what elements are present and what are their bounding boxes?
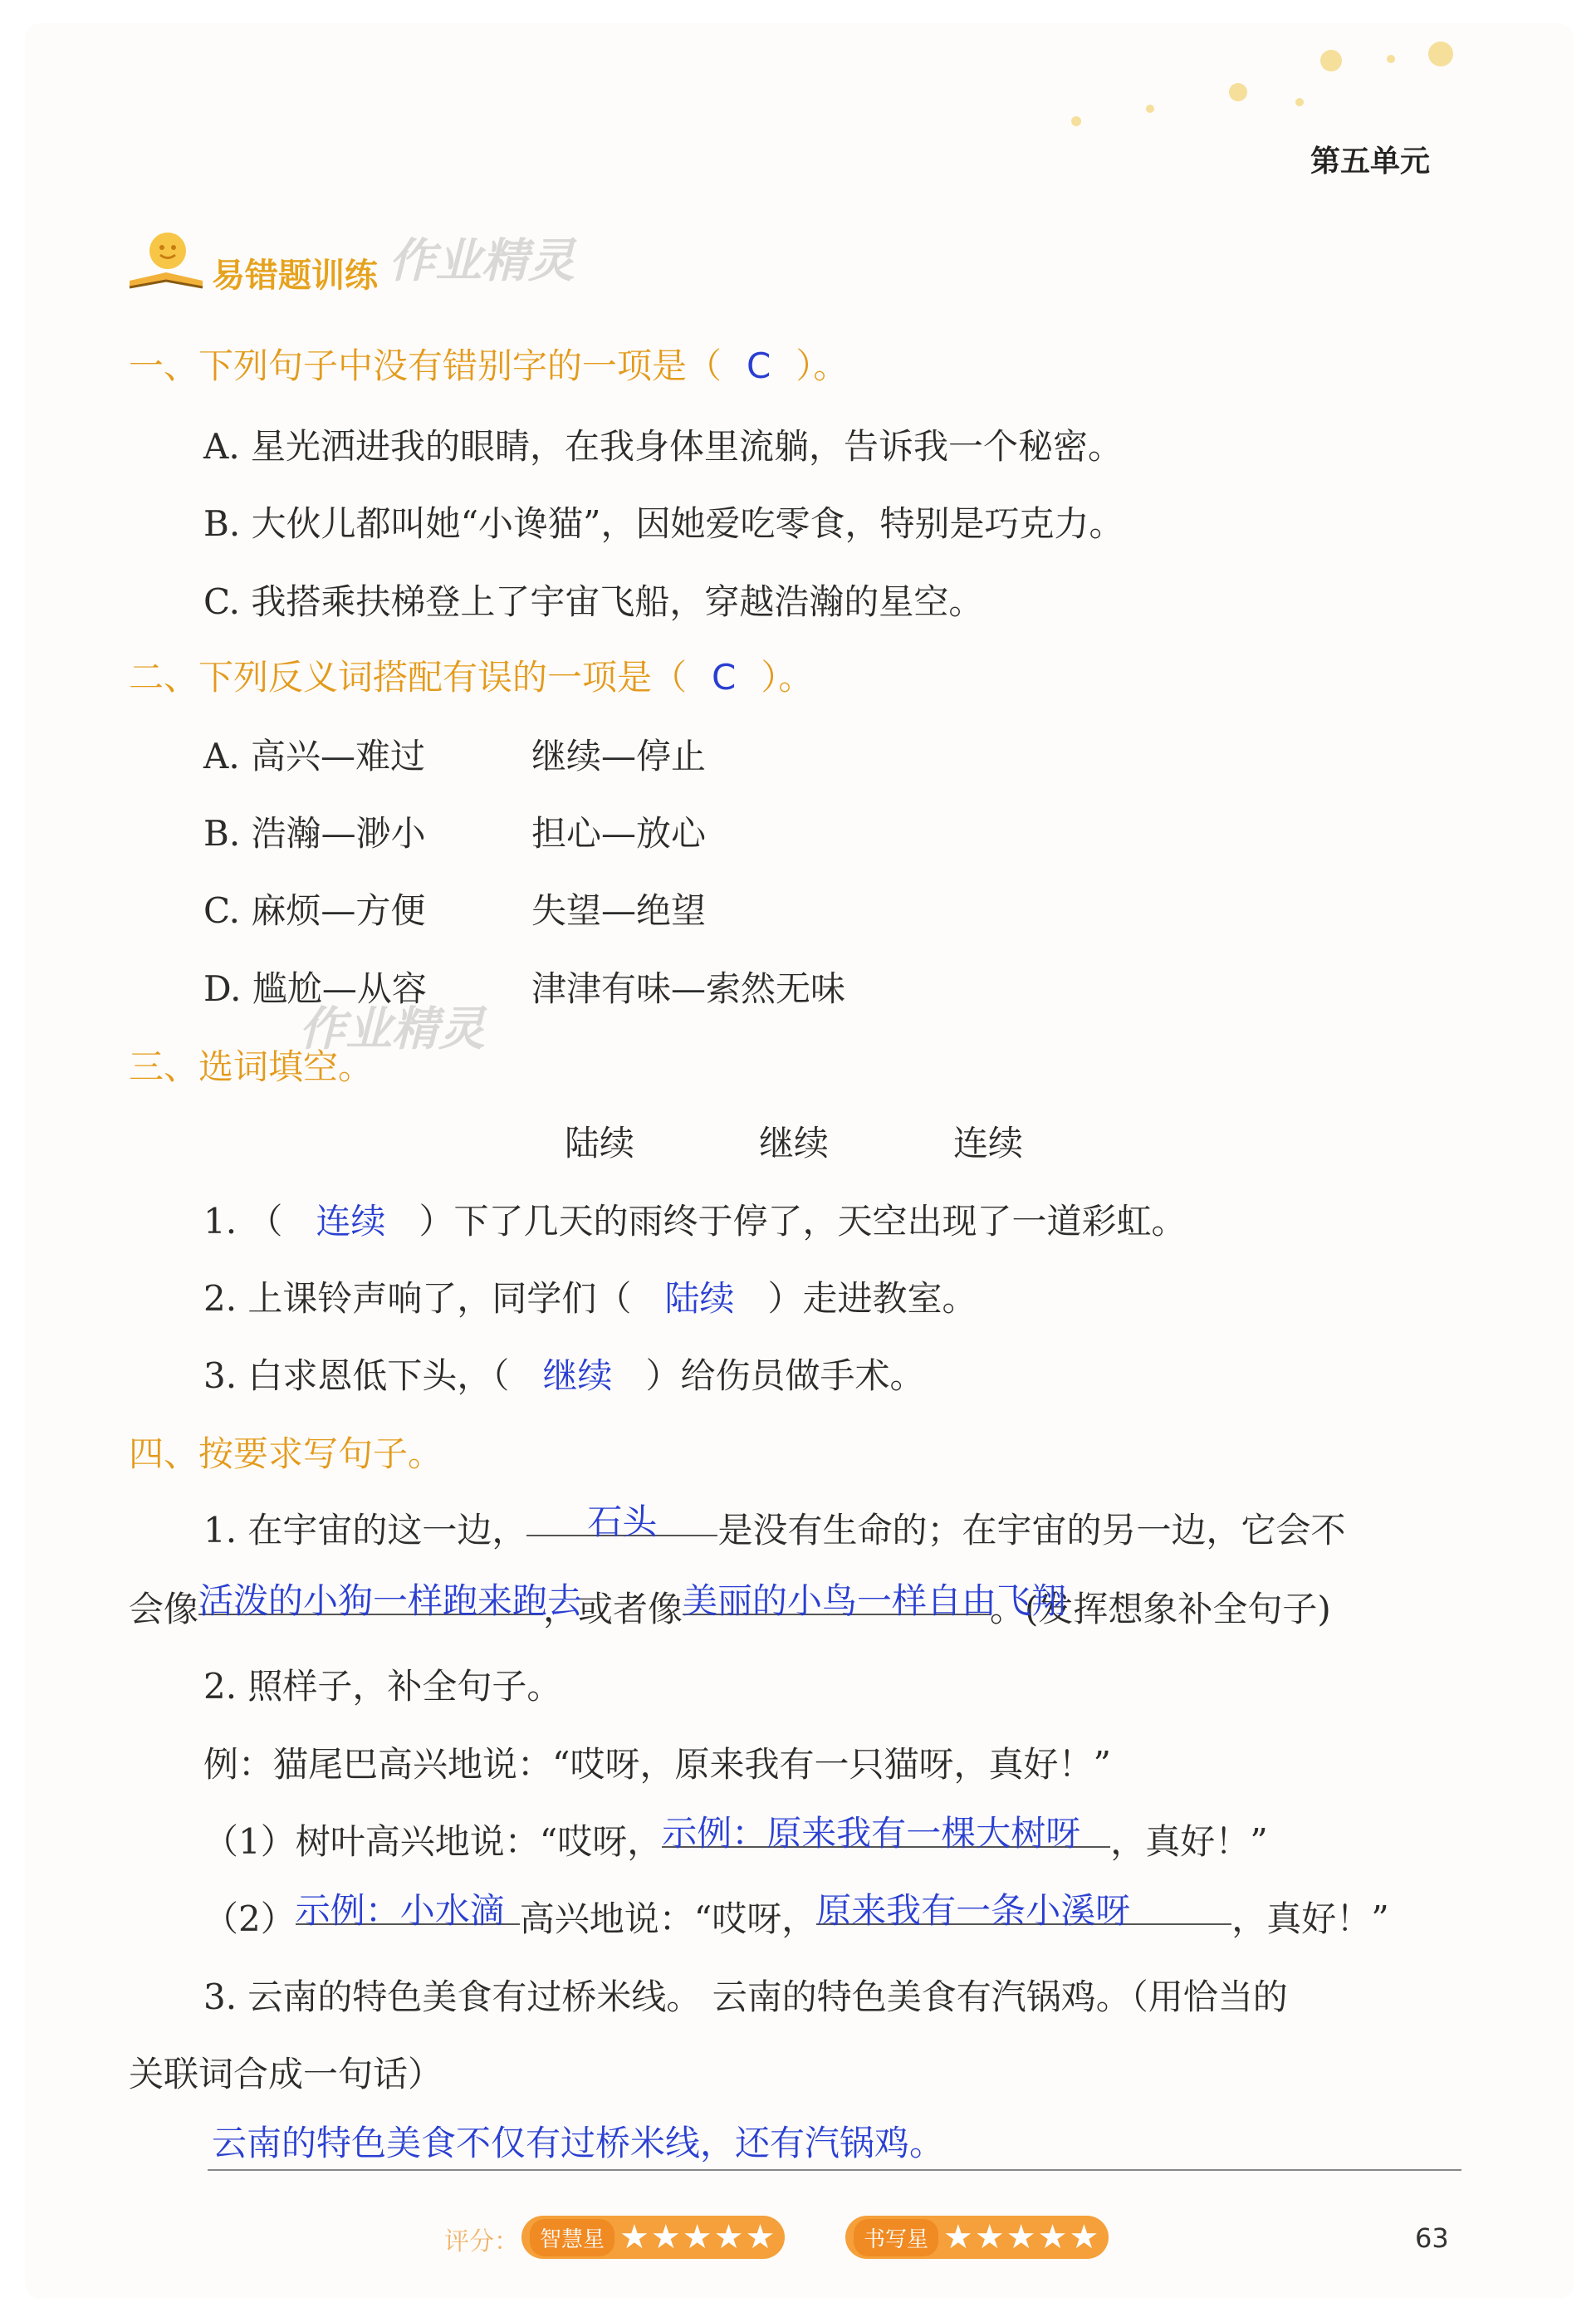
book-icon <box>125 229 208 296</box>
question-1-stem <box>129 339 848 389</box>
question-4-answer-4: 示例：原来我有一棵大树呀 <box>662 1813 1081 1854</box>
question-4-example: 例：猫尾巴高兴地说：“哎呀，原来我有一只猫呀，真好！” <box>203 1744 1111 1785</box>
sentence-text: 会像 <box>129 1589 199 1629</box>
question-4-answer-2: 活泼的小狗一样跑来跑去 <box>198 1580 583 1621</box>
word-bank-item: 连续 <box>953 1123 1024 1163</box>
decoration-sparkle <box>1387 55 1395 63</box>
question-3-item-2 <box>203 1271 977 1321</box>
question-4-sentence-1-line2 <box>129 1582 1331 1632</box>
wisdom-star-rating <box>521 2216 785 2259</box>
decoration-sparkle <box>1295 98 1304 106</box>
unit-label: 第五单元 <box>1310 145 1431 179</box>
watermark: 作业精灵 <box>299 1002 485 1056</box>
answer-blank <box>816 1883 1231 1931</box>
page-number: 63 <box>1415 2222 1449 2254</box>
question-1-text-end: ）。 <box>796 345 849 386</box>
question-3-stem: 三、选词填空。 <box>129 1046 374 1087</box>
item-text: 1. （ <box>203 1201 283 1242</box>
writing-star-label: 书写星 <box>854 2219 938 2256</box>
question-1-option-b: B. 大伙儿都叫她“小谗猫”，因她爱吃零食，特别是巧克力。 <box>203 503 1124 544</box>
sentence-text: 。(发挥想象补全句子) <box>990 1589 1331 1629</box>
item-text: ）下了几天的雨终于停了，天空出现了一道彩虹。 <box>419 1201 1187 1242</box>
question-4-answer-5: 示例：小水滴 <box>295 1890 505 1931</box>
word-bank <box>565 1116 1148 1166</box>
answer-blank <box>683 1574 1067 1621</box>
question-2-row-c-left: C. 麻烦—方便 <box>203 890 426 931</box>
item-text: ）给伤员做手术。 <box>645 1355 925 1396</box>
question-4-sentence-3-line1: 3. 云南的特色美食有过桥米线。 云南的特色美食有汽锅鸡。（用恰当的 <box>203 1977 1288 2017</box>
answer-line <box>208 2169 1461 2171</box>
question-2-text: 二、下列反义词搭配有误的一项是（ <box>129 657 688 698</box>
question-4-answer-6: 原来我有一条小溪呀 <box>816 1890 1131 1931</box>
watermark: 作业精灵 <box>389 234 575 288</box>
question-1-option-c: C. 我搭乘扶梯登上了宇宙飞船，穿越浩瀚的星空。 <box>203 581 984 622</box>
question-3-answer-2: 陆续 <box>664 1278 735 1319</box>
star-icons: ★★★★★ <box>943 2218 1101 2256</box>
sentence-text: ，真好！” <box>1110 1821 1268 1862</box>
sentence-text: ，或者像 <box>543 1589 683 1629</box>
question-2-stem <box>129 650 813 700</box>
decoration-sparkle <box>1320 50 1342 71</box>
sentence-text: （1）树叶高兴地说：“哎呀， <box>203 1821 663 1862</box>
question-2-row-b-left: B. 浩瀚—渺小 <box>203 813 426 854</box>
wisdom-star-label: 智慧星 <box>530 2219 614 2256</box>
question-4-item-2 <box>203 1892 1389 1942</box>
answer-blank <box>526 1495 717 1542</box>
word-bank-item: 陆续 <box>565 1123 635 1163</box>
question-3-answer-3: 继续 <box>542 1355 613 1396</box>
question-2-row-a-right: 继续—停止 <box>531 736 707 776</box>
decoration-sparkle <box>1428 42 1453 66</box>
sentence-text: （2） <box>203 1898 296 1939</box>
section-title: 易错题训练 <box>212 257 378 295</box>
question-4-answer-3: 美丽的小鸟一样自由飞翔 <box>683 1580 1067 1621</box>
answer-blank <box>662 1806 1110 1854</box>
question-3-answer-1: 连续 <box>316 1201 386 1242</box>
question-4-sentence-3-line2: 关联词合成一句话） <box>129 2054 443 2094</box>
word-bank-item: 继续 <box>759 1123 830 1163</box>
question-2-text-end: ）。 <box>761 657 814 698</box>
question-4-sentence-2-title: 2. 照样子，补全句子。 <box>203 1666 562 1707</box>
sentence-text: 是没有生命的；在宇宙的另一边，它会不 <box>717 1510 1346 1550</box>
score-label: 评分： <box>444 2227 519 2256</box>
answer-blank <box>295 1883 520 1931</box>
question-2-row-d-right: 津津有味—索然无味 <box>531 968 846 1009</box>
question-1-option-a: A. 星光洒进我的眼睛，在我身体里流躺，告诉我一个秘密。 <box>203 426 1124 467</box>
question-2-row-b-right: 担心—放心 <box>531 813 707 854</box>
question-1-answer: C <box>747 345 771 386</box>
answer-blank <box>198 1574 583 1621</box>
question-2-row-d-left: D. 尴尬—从容 <box>203 968 427 1009</box>
sentence-text: 高兴地说：“哎呀， <box>519 1898 817 1939</box>
question-2-answer: C <box>712 657 737 698</box>
question-2-row-c-right: 失望—绝望 <box>531 890 707 931</box>
sentence-text: 1. 在宇宙的这一边， <box>203 1510 527 1550</box>
item-text: 3. 白求恩低下头，（ <box>203 1355 510 1396</box>
question-4-item-1 <box>203 1815 1268 1864</box>
sentence-text: ，真好！” <box>1231 1898 1389 1939</box>
decoration-sparkle <box>1146 105 1154 113</box>
question-2-row-a-left: A. 高兴—难过 <box>203 736 426 776</box>
question-1-text: 一、下列句子中没有错别字的一项是（ <box>129 345 722 386</box>
decoration-sparkle <box>1071 116 1081 126</box>
item-text: 2. 上课铃声响了，同学们（ <box>203 1278 632 1319</box>
star-icons: ★★★★★ <box>619 2218 777 2256</box>
decoration-sparkle <box>1229 83 1247 101</box>
question-4-stem: 四、按要求写句子。 <box>129 1433 443 1474</box>
question-4-answer-7: 云南的特色美食不仅有过桥米线，还有汽锅鸡。 <box>212 2123 945 2163</box>
question-3-item-1 <box>203 1194 1186 1244</box>
question-4-answer-1: 石头 <box>587 1501 658 1542</box>
question-4-sentence-1-line1 <box>203 1503 1345 1553</box>
writing-star-rating <box>845 2216 1109 2259</box>
item-text: ）走进教室。 <box>767 1278 977 1319</box>
question-3-item-3 <box>203 1349 924 1399</box>
